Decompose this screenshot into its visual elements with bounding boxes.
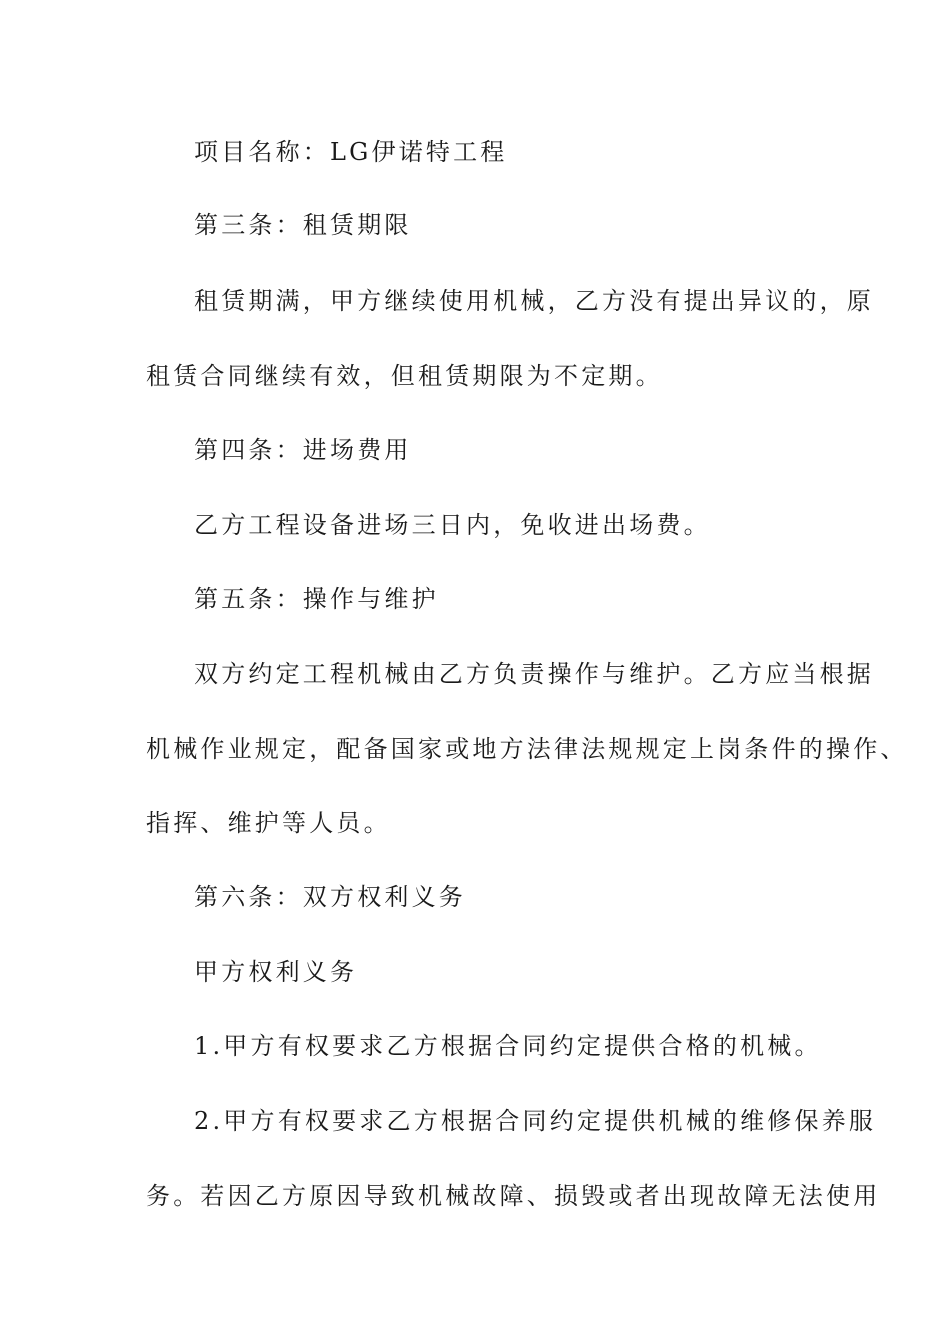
paragraph-line: 双方约定工程机械由乙方负责操作与维护。乙方应当根据 bbox=[194, 660, 874, 688]
article-4-heading: 第四条：进场费用 bbox=[194, 436, 412, 464]
paragraph-line: 指挥、维护等人员。 bbox=[146, 809, 391, 837]
list-item: 1.甲方有权要求乙方根据合同约定提供合格的机械。 bbox=[194, 1032, 822, 1060]
section-heading: 甲方权利义务 bbox=[194, 958, 358, 986]
paragraph-line: 务。若因乙方原因导致机械故障、损毁或者出现故障无法使用 bbox=[146, 1182, 881, 1210]
article-3-heading: 第三条：租赁期限 bbox=[194, 211, 412, 239]
list-item: 2.甲方有权要求乙方根据合同约定提供机械的维修保养服 bbox=[194, 1107, 877, 1135]
paragraph-line: 机械作业规定，配备国家或地方法律法规规定上岗条件的操作、 bbox=[146, 735, 908, 763]
article-5-heading: 第五条：操作与维护 bbox=[194, 585, 439, 613]
paragraph-line: 租赁期满，甲方继续使用机械，乙方没有提出异议的，原 bbox=[194, 287, 874, 315]
article-6-heading: 第六条：双方权利义务 bbox=[194, 883, 466, 911]
paragraph-line: 租赁合同继续有效，但租赁期限为不定期。 bbox=[146, 362, 663, 390]
project-name-line: 项目名称：LG伊诺特工程 bbox=[194, 138, 508, 166]
paragraph-line: 乙方工程设备进场三日内，免收进出场费。 bbox=[194, 511, 711, 539]
